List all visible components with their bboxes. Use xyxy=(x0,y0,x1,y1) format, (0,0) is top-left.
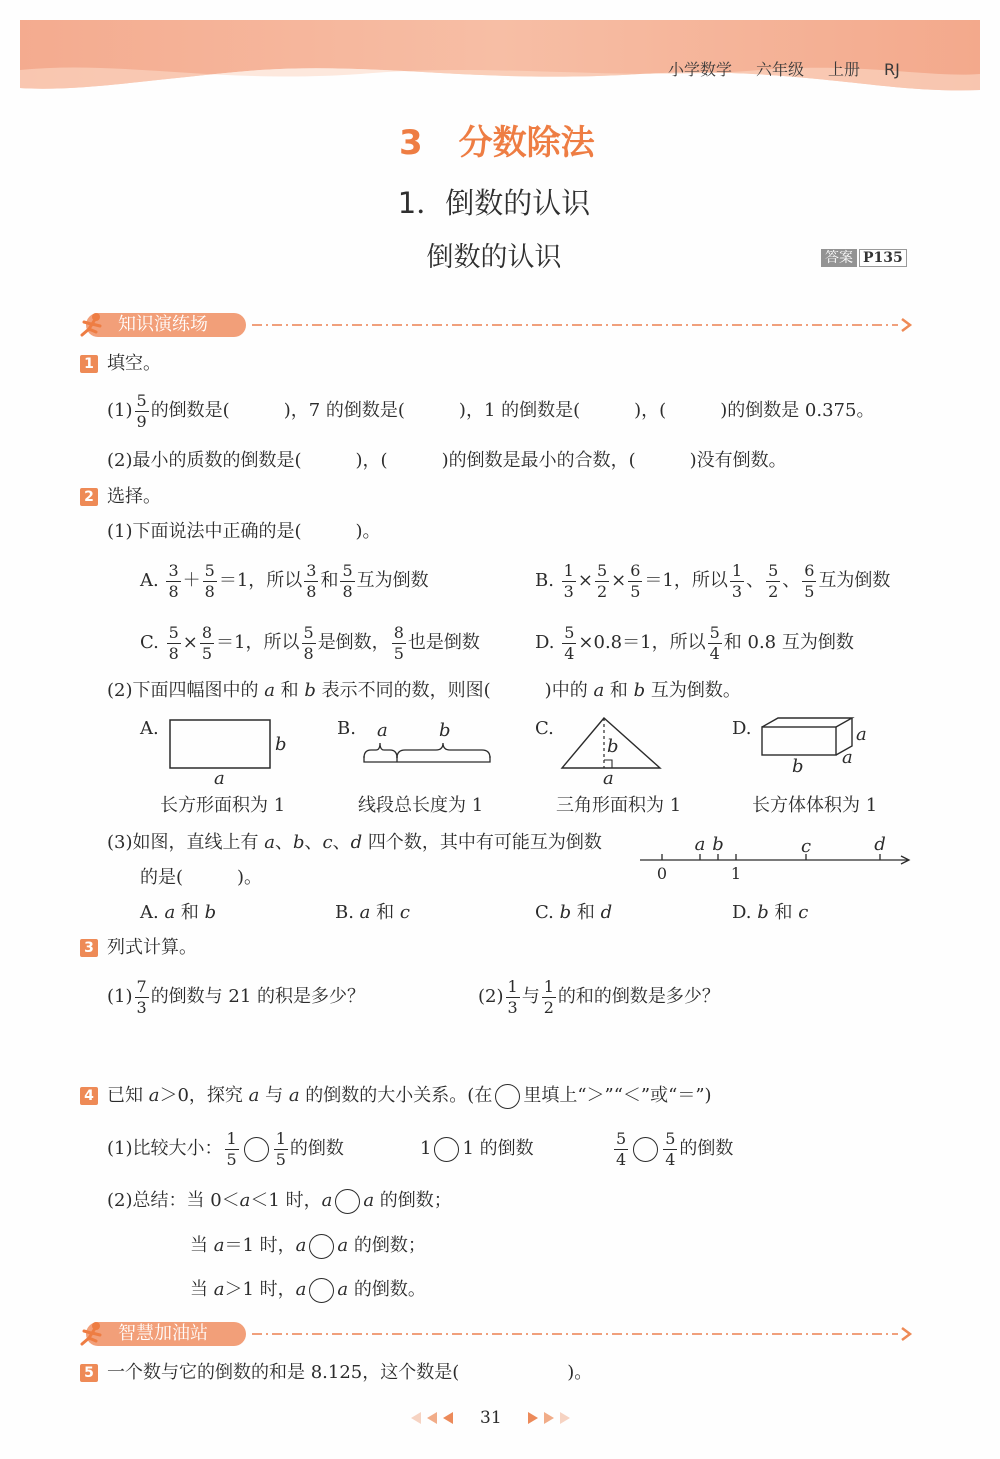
fraction-denominator: 9 xyxy=(136,411,147,431)
fraction-numerator: 5 xyxy=(136,390,147,410)
figure-caption-c: 三角形面积为 1 xyxy=(556,795,682,816)
figure-b-segment xyxy=(337,718,490,762)
fraction-denominator: 5 xyxy=(275,1149,286,1169)
text-run: 与 xyxy=(259,1085,289,1106)
text-run: (3)如图，直线上有 xyxy=(107,832,265,853)
fraction-numerator: 5 xyxy=(564,622,575,642)
figure-a-rectangle xyxy=(139,718,287,789)
section-title: 1．倒数的认识 xyxy=(397,186,591,220)
text-run: A. xyxy=(140,570,165,591)
text-run: ＞1 时， xyxy=(224,1279,296,1300)
q2-part3-stem-line2 xyxy=(140,858,262,898)
text-run: (1)比较大小： xyxy=(107,1138,223,1159)
q5-text: 一个数与它的倒数的和是 8.125，这个数是( )。 xyxy=(107,1362,593,1383)
text-run: 的是( )。 xyxy=(140,867,263,888)
question-number-4: 4 xyxy=(80,1087,98,1105)
q2-part3-option-b xyxy=(335,893,410,933)
text-run: (2)下面四幅图中的 xyxy=(107,680,265,701)
chapter-number: 3 xyxy=(399,123,423,163)
fraction-numerator: 5 xyxy=(342,560,353,580)
text-run: × xyxy=(182,632,198,653)
text-run: (2)最小的质数的倒数是( )，( )的倒数是最小的合数，( )没有倒数。 xyxy=(107,450,787,471)
q1-prompt: 填空。 xyxy=(107,353,161,374)
text-run: 表示不同的数，则图( )中的 xyxy=(315,680,594,701)
section-banner-practice xyxy=(0,310,1000,340)
figure-letter: D. xyxy=(732,718,752,739)
fraction-numerator: 5 xyxy=(665,1128,676,1148)
text-run: ＝1 时， xyxy=(224,1235,296,1256)
answer-circle xyxy=(633,1137,658,1162)
text-run: B. xyxy=(335,902,360,923)
fraction-numerator: 5 xyxy=(596,560,608,580)
text-run: C. xyxy=(140,632,165,653)
fraction xyxy=(595,562,609,601)
q2-part2-figures xyxy=(0,700,1000,795)
subject-label: 小学数学 xyxy=(668,60,733,79)
text-run: ×0.8＝1，所以 xyxy=(578,632,706,653)
q2-part3-option-c xyxy=(535,893,612,933)
math-variable: a xyxy=(359,902,371,923)
text-run: 的倒数 xyxy=(289,1138,344,1159)
fraction-numerator: 1 xyxy=(507,976,518,996)
math-variable: b xyxy=(304,680,316,701)
grade-label: 六年级 xyxy=(756,60,805,79)
fraction-denominator: 5 xyxy=(393,643,404,663)
fraction xyxy=(302,624,316,663)
question-number-1: 1 xyxy=(80,355,98,373)
fraction xyxy=(802,562,816,601)
fraction-denominator: 8 xyxy=(303,643,314,663)
fraction-denominator: 8 xyxy=(204,581,215,601)
figure-caption-d: 长方体体积为 1 xyxy=(752,795,878,816)
fraction xyxy=(135,978,149,1017)
fraction xyxy=(167,624,181,663)
fraction-denominator: 2 xyxy=(543,997,554,1017)
fraction xyxy=(663,1130,677,1169)
text-run: 当 xyxy=(190,1279,214,1300)
fraction-denominator: 2 xyxy=(768,581,779,601)
fraction-denominator: 5 xyxy=(630,581,641,601)
q2-part3-option-a xyxy=(140,893,216,933)
fraction-denominator: 5 xyxy=(226,1149,237,1169)
q2-part3-stem-line1 xyxy=(107,823,602,863)
fraction-numerator: 1 xyxy=(731,560,743,580)
fraction-denominator: 8 xyxy=(168,581,179,601)
figure-label: a xyxy=(842,747,853,768)
book-info xyxy=(668,58,900,82)
fraction-numerator: 5 xyxy=(204,560,215,580)
math-variable: c xyxy=(798,902,809,923)
question-number-2: 2 xyxy=(80,488,98,506)
fraction-denominator: 4 xyxy=(564,643,575,663)
fraction-denominator: 4 xyxy=(616,1149,627,1169)
text-run: 和 0.8 互为倒数 xyxy=(723,632,854,653)
math-variable: a xyxy=(148,1085,160,1106)
banner-label: 知识演练场 xyxy=(118,314,208,335)
q2-part1-option-c xyxy=(140,623,480,663)
fraction xyxy=(562,624,576,663)
q3-item-1 xyxy=(107,977,365,1017)
text-run: 的倒数 xyxy=(679,1138,734,1159)
fraction-numerator: 1 xyxy=(563,560,574,580)
figure-letter: B. xyxy=(337,718,356,739)
q4-prompt xyxy=(107,1076,712,1116)
answer-label: 答案 xyxy=(821,249,857,267)
fraction-denominator: 8 xyxy=(306,581,317,601)
text-run: 当 xyxy=(190,1235,214,1256)
text-run: 和 xyxy=(175,902,205,923)
arrow-right-icon xyxy=(902,1328,910,1340)
running-figure-icon xyxy=(74,1320,108,1348)
text-run: (1)下面说法中正确的是( )。 xyxy=(107,521,381,542)
fraction-numerator: 3 xyxy=(168,560,179,580)
fraction-numerator: 1 xyxy=(543,976,554,996)
figure-label: b xyxy=(439,720,451,741)
text-run: 的倒数的大小关系。(在 xyxy=(299,1085,493,1106)
page-number: 31 xyxy=(480,1408,502,1428)
math-variable: d xyxy=(350,832,363,853)
text-run: 的倒数； xyxy=(374,1190,452,1211)
math-variable: a xyxy=(363,1190,375,1211)
q2-part1-stem xyxy=(107,512,381,552)
fraction-denominator: 4 xyxy=(665,1149,676,1169)
q4-summary-1 xyxy=(107,1181,452,1221)
math-variable: a xyxy=(264,680,275,701)
edition-label: RJ xyxy=(884,60,900,79)
math-variable: a xyxy=(264,832,275,853)
text-run: ＞0，探究 xyxy=(159,1085,249,1106)
text-run: (1) xyxy=(107,986,133,1007)
fraction-numerator: 5 xyxy=(768,560,779,580)
text-run: 与 xyxy=(521,986,540,1007)
fraction xyxy=(274,1130,288,1169)
fraction xyxy=(304,562,318,601)
fraction-denominator: 4 xyxy=(709,643,720,663)
text-run: 和 xyxy=(571,902,601,923)
tick-label: 1 xyxy=(730,864,742,883)
fraction xyxy=(562,562,576,601)
figure-label: b xyxy=(275,734,287,755)
math-variable: d xyxy=(600,902,613,923)
text-run: ＜1 时， xyxy=(250,1190,322,1211)
text-run: (2) xyxy=(478,986,504,1007)
arrow-right-icon xyxy=(902,319,910,331)
fraction xyxy=(166,562,180,601)
fraction xyxy=(225,1130,239,1169)
text-run: 是倒数， xyxy=(317,632,390,653)
figure-d-cuboid xyxy=(732,718,867,777)
math-variable: c xyxy=(399,902,410,923)
q1-item-1 xyxy=(107,391,874,431)
fraction-denominator: 5 xyxy=(804,581,815,601)
point-label: c xyxy=(800,836,812,857)
q4-summary-2 xyxy=(190,1226,426,1266)
q4-summary-3 xyxy=(190,1270,426,1310)
header-band xyxy=(0,0,1000,100)
fraction-numerator: 8 xyxy=(201,622,213,642)
figure-label: b xyxy=(792,756,804,777)
fraction-numerator: 6 xyxy=(630,560,641,580)
text-run: 的和的倒数是多少？ xyxy=(557,986,720,1007)
math-variable: a xyxy=(295,1235,307,1256)
q2-part3-option-d xyxy=(732,893,808,933)
math-variable: a xyxy=(248,1085,260,1106)
fraction-denominator: 3 xyxy=(731,581,743,601)
answer-circle xyxy=(309,1234,334,1259)
fraction-denominator: 8 xyxy=(342,581,353,601)
text-run: A. xyxy=(140,902,165,923)
math-variable: a xyxy=(239,1190,251,1211)
fraction-denominator: 3 xyxy=(136,997,147,1017)
fraction-numerator: 5 xyxy=(168,622,179,642)
text-run: 、 xyxy=(782,570,801,591)
fraction xyxy=(203,562,217,601)
text-run: C. xyxy=(535,902,560,923)
text-run: ＋ xyxy=(182,570,201,591)
fraction-numerator: 1 xyxy=(275,1128,286,1148)
fraction-numerator: 5 xyxy=(709,622,720,642)
text-run: 互为倒数 xyxy=(356,570,429,591)
fraction-numerator: 5 xyxy=(303,622,314,642)
fraction xyxy=(730,562,744,601)
fraction-numerator: 1 xyxy=(226,1128,237,1148)
text-run: 的倒数。 xyxy=(348,1279,426,1300)
text-run: ＝1，所以 xyxy=(644,570,728,591)
text-run: 和 xyxy=(604,680,634,701)
text-run: 和 xyxy=(768,902,799,923)
q3-item-2 xyxy=(478,977,720,1017)
fraction-denominator: 5 xyxy=(201,643,213,663)
q3-prompt: 列式计算。 xyxy=(107,937,197,958)
text-run: (1) xyxy=(107,400,133,421)
q1-item-2 xyxy=(107,441,787,481)
fraction xyxy=(614,1130,628,1169)
text-run: 的倒数； xyxy=(348,1235,426,1256)
math-variable: a xyxy=(213,1279,225,1300)
fraction xyxy=(542,978,556,1017)
fraction-denominator: 2 xyxy=(596,581,608,601)
fraction xyxy=(708,624,722,663)
fraction xyxy=(506,978,520,1017)
text-run: 已知 xyxy=(107,1085,149,1106)
fraction-numerator: 8 xyxy=(393,622,404,642)
math-variable: b xyxy=(204,902,217,923)
question-number-3: 3 xyxy=(80,939,98,957)
text-run: 的倒数与 21 的积是多少？ xyxy=(150,986,366,1007)
answer-badge xyxy=(821,249,907,267)
text-run: 里填上“＞”“＜”或“＝”) xyxy=(523,1085,712,1106)
running-figure-icon xyxy=(74,311,108,339)
fraction xyxy=(200,624,214,663)
answer-circle xyxy=(309,1278,334,1303)
figure-caption-a: 长方形面积为 1 xyxy=(160,795,286,816)
text-run: D. xyxy=(535,632,561,653)
text-run: 1 xyxy=(420,1138,432,1159)
fraction-numerator: 3 xyxy=(306,560,317,580)
text-run: 四个数，其中有可能互为倒数 xyxy=(362,832,602,853)
question-number-5: 5 xyxy=(80,1364,98,1382)
figure-label: a xyxy=(856,724,867,745)
answer-circle xyxy=(434,1137,459,1162)
figure-label: a xyxy=(603,768,614,789)
text-run: ＝1，所以 xyxy=(218,570,303,591)
answer-circle xyxy=(244,1137,269,1162)
math-variable: b xyxy=(633,680,646,701)
text-run: × xyxy=(611,570,627,591)
q2-part1-option-d xyxy=(535,623,854,663)
text-run: 、 xyxy=(274,832,293,853)
section-banner-challenge xyxy=(0,1319,1000,1349)
page-arrows-right-icon xyxy=(522,1408,582,1428)
math-variable: a xyxy=(288,1085,300,1106)
point-label: a xyxy=(694,834,706,855)
text-run: B. xyxy=(535,570,560,591)
figure-letter: A. xyxy=(140,718,159,739)
figure-label: a xyxy=(377,720,388,741)
math-variable: a xyxy=(164,902,176,923)
figure-c-triangle xyxy=(535,718,660,789)
math-variable: a xyxy=(295,1279,307,1300)
text-run: 、 xyxy=(746,570,765,591)
text-run: 、 xyxy=(304,832,323,853)
q4-compare-2 xyxy=(420,1129,534,1169)
point-label: b xyxy=(712,834,724,855)
figure-label: b xyxy=(607,736,619,757)
number-line xyxy=(630,830,915,885)
point-label: d xyxy=(874,834,886,855)
math-variable: a xyxy=(321,1190,333,1211)
fraction-denominator: 3 xyxy=(563,581,574,601)
math-variable: a xyxy=(593,680,605,701)
q4-compare-3 xyxy=(612,1129,733,1169)
answer-circle xyxy=(335,1189,360,1214)
figure-letter: C. xyxy=(535,718,554,739)
q2-prompt: 选择。 xyxy=(107,486,161,507)
page-arrows-left-icon xyxy=(405,1408,465,1428)
text-run: 1 的倒数 xyxy=(462,1138,534,1159)
math-variable: b xyxy=(292,832,305,853)
text-run: 也是倒数 xyxy=(407,632,480,653)
figure-label: a xyxy=(214,768,225,789)
answer-circle xyxy=(495,1084,520,1109)
text-run: D. xyxy=(732,902,758,923)
fraction-denominator: 3 xyxy=(507,997,518,1017)
chapter-name: 分数除法 xyxy=(458,123,595,163)
tick-label: 0 xyxy=(656,864,668,883)
fraction xyxy=(135,392,149,431)
figure-caption-b: 线段总长度为 1 xyxy=(358,795,484,816)
answer-page: P135 xyxy=(859,249,907,267)
chapter-title xyxy=(399,120,595,166)
fraction-numerator: 7 xyxy=(136,976,147,996)
text-run: (2)总结：当 0＜ xyxy=(107,1190,240,1211)
text-run: 和 xyxy=(320,570,339,591)
text-run: × xyxy=(577,570,593,591)
fraction-denominator: 8 xyxy=(168,643,179,663)
fraction-numerator: 5 xyxy=(616,1128,627,1148)
math-variable: b xyxy=(757,902,769,923)
dash-dot-divider xyxy=(250,315,915,335)
q2-part1-option-b xyxy=(535,561,890,601)
lesson-title: 倒数的认识 xyxy=(426,242,562,273)
math-variable: c xyxy=(322,832,333,853)
q2-part1-option-a xyxy=(140,561,429,601)
banner-label: 智慧加油站 xyxy=(118,1323,208,1344)
text-run: 和 xyxy=(274,680,305,701)
fraction xyxy=(766,562,780,601)
text-run: 和 xyxy=(370,902,400,923)
math-variable: b xyxy=(559,902,572,923)
fraction xyxy=(628,562,642,601)
dash-dot-divider xyxy=(250,1324,915,1344)
text-run: 互为倒数 xyxy=(818,570,891,591)
text-run: ＝1，所以 xyxy=(216,632,300,653)
fraction xyxy=(340,562,354,601)
math-variable: a xyxy=(213,1235,225,1256)
math-variable: a xyxy=(337,1279,349,1300)
volume-label: 上册 xyxy=(828,60,861,79)
fraction xyxy=(392,624,406,663)
text-run: 、 xyxy=(332,832,351,853)
text-run: 的倒数是( )，7 的倒数是( )，1 的倒数是( )，( )的倒数是 0.375。 xyxy=(150,400,875,421)
math-variable: a xyxy=(337,1235,349,1256)
q4-compare-1 xyxy=(107,1129,344,1169)
text-run: 互为倒数。 xyxy=(645,680,741,701)
fraction-numerator: 6 xyxy=(804,560,815,580)
